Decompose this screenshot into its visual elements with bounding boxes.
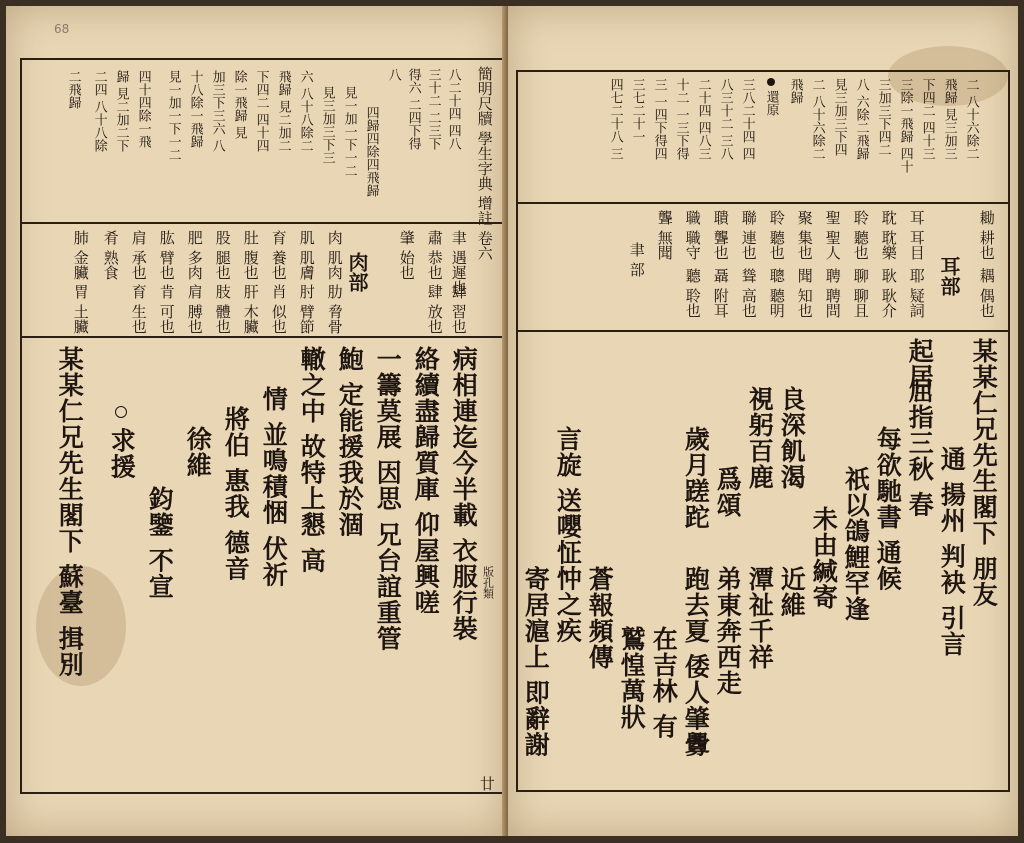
letter-column: 某某仁兄先生閣下 朋友 — [969, 338, 999, 608]
index-column: 八二十四 四八 — [445, 68, 461, 151]
index-column: 三七二十一 — [629, 78, 645, 143]
index-column: 得六 二四下得 — [405, 68, 421, 151]
dict-entry: 聾 無聞 — [655, 210, 674, 260]
dict-entry: 聯 連也 — [739, 210, 758, 260]
dict-entry: 肱 臂也 — [157, 230, 176, 280]
dict-entry: 聘 聘問 — [823, 268, 842, 318]
letter-column: 一籌莫展 因思 兄台誼重管 — [373, 346, 403, 652]
dict-entry: 耿 耿介 — [879, 268, 898, 318]
right-page — [508, 6, 1018, 836]
letter-column: 某某仁兄先生閣下 蘇臺 揖別 — [55, 346, 85, 678]
dict-entry: 肘 臂節 — [297, 284, 316, 334]
index-column: 飛歸 — [787, 78, 803, 104]
index-column: 加三下三六 八 — [209, 70, 225, 153]
dict-entry: 聿 遇遲也 — [449, 230, 468, 295]
letter-column: 跑去夏 倭人肇釁 — [681, 566, 711, 758]
index-column: 飛歸 見三加三 — [941, 78, 957, 161]
dict-entry: 肩 承也 — [129, 230, 148, 280]
dict-entry: 耦 偶也 — [977, 268, 996, 318]
dict-entry: 聽 聆也 — [683, 268, 702, 318]
index-column: 三除一飛歸 四十 — [897, 78, 913, 174]
dict-entry: 聰 聽明 — [767, 268, 786, 318]
letter-column: 病相連迄今半載 衣服行裝 — [449, 346, 479, 642]
index-label: 還原 — [763, 90, 779, 117]
dict-entry: 聆 聽也 — [767, 210, 786, 260]
letter-column: 通 揚州 判袂 引言 — [937, 446, 967, 658]
open-book — [6, 6, 1018, 836]
dict-entry: 股 腿也 — [213, 230, 232, 280]
dict-entry: 聞 知也 — [795, 268, 814, 318]
dict-entry: 肆 習也 — [449, 284, 468, 334]
letter-column: 弟東奔西走 — [713, 566, 743, 696]
index-column: 八 六除二飛歸 — [853, 78, 869, 161]
index-column: 歸 見二加二下 — [113, 70, 129, 153]
index-column: 十二 一三下得 — [673, 78, 689, 161]
letter-column: 絡續盡歸質庫 仰屋興嗟 — [411, 346, 441, 616]
index-column: 見一加一下一二 — [165, 70, 181, 161]
letter-column: 鷲惶萬狀 — [617, 626, 647, 730]
letter-column: 每欲馳書 通候 — [873, 426, 903, 592]
letter-subject: 求援 — [107, 427, 137, 480]
dict-entry: 聿 部 — [627, 242, 646, 277]
margin-title: 簡明尺牘 學生字典 增註 卷六 — [475, 66, 494, 261]
letter-column: 寄居滬上 即辭謝 — [521, 566, 551, 758]
letter-column: 祇以鴿鯉罕逢 — [841, 466, 871, 622]
dict-entry: 肚 腹也 — [241, 230, 260, 280]
divider — [516, 202, 1008, 204]
dict-entry: 職 職守 — [683, 210, 702, 260]
index-column: 十八除一飛歸 — [187, 70, 203, 148]
dict-entry: 育 生也 — [129, 284, 148, 334]
dict-entry: 肴 熟食 — [101, 230, 120, 280]
page-number: 廿 — [477, 776, 496, 791]
index-column-restore — [764, 78, 778, 116]
index-column: 四十四除一飛 — [135, 70, 151, 148]
index-column: 四歸四除四飛歸 — [363, 106, 379, 197]
dict-entry: 肇 始也 — [397, 230, 416, 280]
dict-entry: 聖 聖人 — [823, 210, 842, 260]
radical-header: 肉部 — [345, 252, 369, 292]
letter-note: 良深飢渴 — [777, 386, 807, 490]
dict-entry: 肉 肌肉 — [325, 230, 344, 280]
page-label: 版孔類 — [481, 566, 495, 599]
divider — [20, 222, 502, 224]
dict-entry: 肋 脅骨 — [325, 284, 344, 334]
bullet-icon — [767, 78, 775, 86]
circle-marker-icon — [115, 406, 127, 418]
index-column: 三十二 二三下 — [425, 68, 441, 151]
letter-column: 屈指三秋 春 — [905, 378, 935, 518]
left-page — [6, 6, 506, 836]
index-column: 見三加三下三 — [319, 86, 335, 164]
dict-entry: 聳 高也 — [739, 268, 758, 318]
letter-note: 歲月蹉跎 — [681, 426, 711, 530]
divider — [20, 336, 502, 338]
index-column: 下四二 四十四 — [253, 70, 269, 153]
index-column: 二 八十六除二 — [809, 78, 825, 161]
index-column: 飛歸 見二加二 — [275, 70, 291, 153]
letter-column: 鮑 定能援我於涸 — [335, 346, 365, 538]
dict-entry: 育 養也 — [269, 230, 288, 280]
index-column: 二四 八十八除 — [91, 70, 107, 153]
dict-entry: 肢 體也 — [213, 284, 232, 334]
letter-column: 將伯 惠我 德音 — [221, 406, 251, 582]
index-column: 三八二十四 四 — [739, 78, 755, 161]
letter-column: 近維 — [777, 566, 807, 618]
dict-entry: 肺 金臟 — [71, 230, 90, 280]
index-column: 二 八十六除二 — [963, 78, 979, 161]
index-column: 六 八十八除二 — [297, 70, 313, 153]
radical-header: 耳部 — [937, 256, 961, 296]
index-column: 三 一四下得四 — [651, 78, 667, 161]
letter-column: 言旋 送嚶怔忡之疾 — [553, 426, 583, 644]
dict-entry: 肅 恭也 — [425, 230, 444, 280]
index-column: 見三加三下四 — [831, 78, 847, 156]
dict-entry: 肯 可也 — [157, 284, 176, 334]
dict-entry: 肩 膊也 — [185, 284, 204, 334]
letter-column: 轍之中 故特上懇 高 — [297, 346, 327, 574]
dict-entry: 耶 疑詞 — [907, 268, 926, 318]
index-column: 除一飛歸 見 — [231, 70, 247, 140]
dict-entry: 聵 聾也 — [711, 210, 730, 260]
dict-entry: 耽 耽樂 — [879, 210, 898, 260]
letter-column: 蒼報頻傳 — [585, 566, 615, 670]
letter-column: 潭祉千祥 — [745, 566, 775, 670]
pencil-page-number: 68 — [54, 22, 70, 36]
index-column: 八 — [385, 68, 401, 81]
letter-note: 起居 — [905, 338, 935, 390]
dict-entry: 聆 聽也 — [851, 210, 870, 260]
letter-column: 徐維 — [183, 426, 213, 478]
dict-entry: 聊 聊且 — [851, 268, 870, 318]
letter-note: 視躬百鹿 — [745, 386, 775, 490]
letter-column-subject — [107, 406, 137, 480]
dict-entry: 肌 肌膚 — [297, 230, 316, 280]
index-column: 見一加一下一二 — [341, 86, 357, 177]
dict-entry: 聚 集也 — [795, 210, 814, 260]
letter-column: 未由緘寄 — [809, 506, 839, 610]
letter-column: 在吉林 有 — [649, 626, 679, 740]
index-column: 三加三下四二 — [875, 78, 891, 156]
dict-entry: 肥 多肉 — [185, 230, 204, 280]
index-column: 八三十二 三八 — [717, 78, 733, 161]
dict-entry: 肝 木臟 — [241, 284, 260, 334]
dict-entry: 胃 土臟 — [71, 284, 90, 334]
index-column: 二飛歸 — [65, 70, 81, 109]
divider — [516, 330, 1008, 332]
letter-column: 鈞鑒 不宣 — [145, 486, 175, 600]
dict-entry: 聶 附耳 — [711, 268, 730, 318]
dict-entry: 耳 耳目 — [907, 210, 926, 260]
dict-entry: 肖 似也 — [269, 284, 288, 334]
dict-entry: 耡 耕也 — [977, 210, 996, 260]
index-column: 二十四 四八三 — [695, 78, 711, 161]
dict-entry: 肆 放也 — [425, 284, 444, 334]
letter-note: 爲頌 — [713, 466, 743, 518]
index-column: 四七二十八 三 — [607, 78, 623, 161]
letter-column: 情 並鳴積悃 伏祈 — [259, 386, 289, 588]
index-column: 下四二 四十三 — [919, 78, 935, 161]
